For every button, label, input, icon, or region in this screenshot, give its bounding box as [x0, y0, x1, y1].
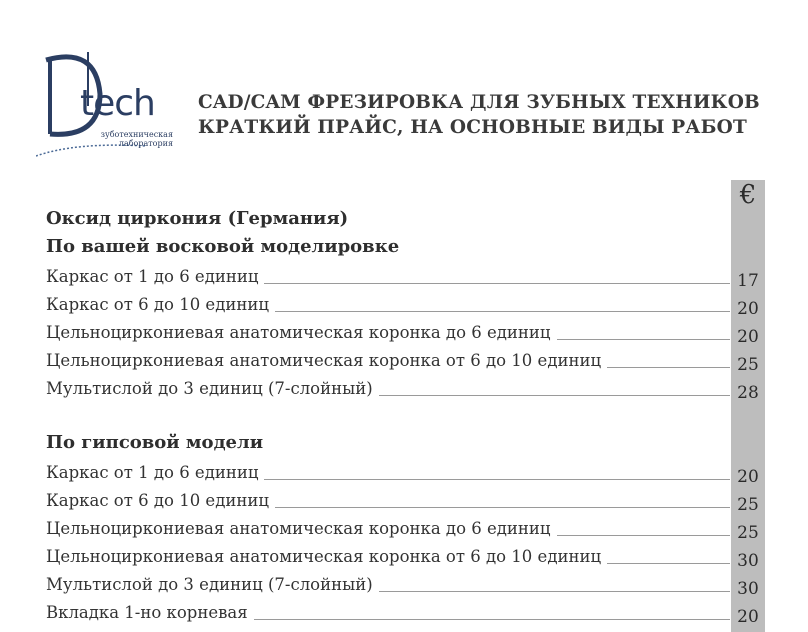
service-label: Цельноциркониевая анатомическая коронка от 6 до 10 единиц	[46, 546, 607, 568]
logo-subtitle	[87, 130, 173, 148]
service-label: Цельноциркониевая анатомическая коронка до 6 единиц	[46, 322, 557, 344]
page-header	[198, 90, 760, 140]
service-price: 20	[737, 327, 759, 347]
service-price: 20	[737, 607, 759, 627]
header-title-line2: КРАТКИЙ ПРАЙС, НА ОСНОВНЫЕ ВИДЫ РАБОТ	[198, 117, 747, 138]
price-row	[46, 490, 766, 515]
logo-wordmark: tech	[80, 83, 155, 124]
logo-subtitle-line2: лаборатория	[118, 139, 173, 148]
service-price: 17	[737, 271, 759, 291]
price-row	[46, 602, 766, 627]
service-label: Вкладка 1-но корневая	[46, 602, 254, 624]
price-row	[46, 322, 766, 347]
service-label: Цельноциркониевая анатомическая коронка от 6 до 10 единиц	[46, 350, 607, 372]
price-row	[46, 294, 766, 319]
price-row	[46, 546, 766, 571]
service-label: Каркас от 1 до 6 единиц	[46, 266, 264, 288]
logo-subtitle-line1: зуботехническая	[100, 130, 173, 139]
service-label: Каркас от 6 до 10 единиц	[46, 490, 275, 512]
service-price: 30	[737, 579, 759, 599]
price-row	[46, 462, 766, 487]
service-price: 28	[737, 383, 759, 403]
company-logo	[36, 46, 181, 166]
service-label: Каркас от 1 до 6 единиц	[46, 462, 264, 484]
currency-symbol: €	[739, 180, 757, 210]
service-label: Мультислой до 3 единиц (7-слойный)	[46, 574, 379, 596]
section-title: По гипсовой модели	[46, 432, 264, 453]
service-price: 25	[737, 523, 759, 543]
price-row	[46, 518, 766, 543]
price-row	[46, 378, 766, 403]
section-title: По вашей восковой моделировке	[46, 236, 400, 257]
service-price: 30	[737, 551, 759, 571]
price-row	[46, 266, 766, 291]
header-title-line1: CAD/CAM ФРЕЗИРОВКА ДЛЯ ЗУБНЫХ ТЕХНИКОВ	[198, 92, 760, 113]
service-label: Цельноциркониевая анатомическая коронка до 6 единиц	[46, 518, 557, 540]
service-label: Каркас от 6 до 10 единиц	[46, 294, 275, 316]
material-title: Оксид циркония (Германия)	[46, 208, 349, 229]
service-price: 25	[737, 355, 759, 375]
service-price: 20	[737, 299, 759, 319]
service-price: 20	[737, 467, 759, 487]
price-row	[46, 350, 766, 375]
service-label: Мультислой до 3 единиц (7-слойный)	[46, 378, 379, 400]
service-price: 25	[737, 495, 759, 515]
price-row	[46, 574, 766, 599]
